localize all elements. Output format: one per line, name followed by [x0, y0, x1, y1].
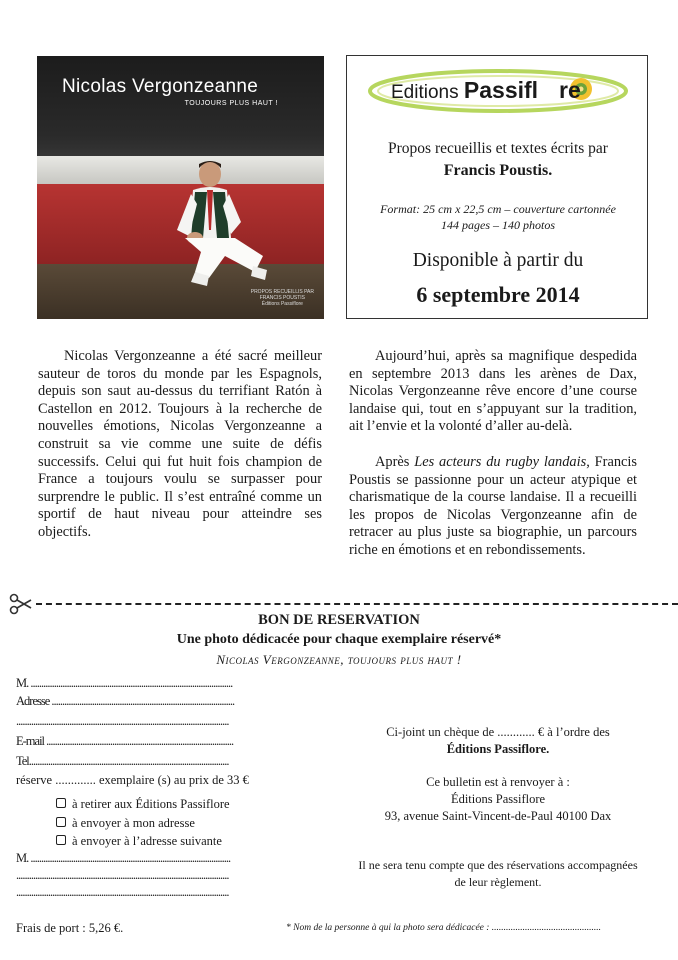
cheque-line: Ci-joint un chèque de ............ € à l’ordre des — [386, 725, 610, 739]
tel-field[interactable]: Tel.............................................................................................. — [16, 754, 229, 768]
publisher-logo — [365, 63, 631, 115]
matador-figure — [155, 160, 275, 290]
shipping-cost: Frais de port : 5,26 €. — [16, 921, 124, 935]
publisher-info-box — [346, 55, 648, 319]
checkbox-icon[interactable] — [56, 817, 66, 827]
other-address-field[interactable]: .................................................................................................... — [16, 868, 229, 882]
article-right-paragraph-2: Après Les acteurs du rugby landais, Francis Poustis se passionne pour un acteur atypique et charismatique de la course landaise. Il a recueilli les propos de Nicolas Vergonzeanne afin de retracer au plus juste sa biographie, un parcours riche en émotions et en rebondissements. — [349, 454, 638, 558]
address-line-2-field[interactable]: .................................................................................................... — [16, 714, 229, 728]
author-name: Francis Poustis. — [443, 162, 553, 179]
format-line-1: Format: 25 cm x 22,5 cm – couverture cartonnée — [380, 202, 616, 216]
name-field[interactable]: M. ............................................................................................... — [16, 676, 233, 690]
quantity-field[interactable]: réserve ............. exemplaire (s) au prix de 33 € — [16, 773, 249, 787]
dedication-footnote[interactable]: * Nom de la personne à qui la photo sera dédicacée : .............................................. — [286, 923, 602, 933]
article-left-paragraph: Nicolas Vergonzeanne a été sacré meilleur sauteur de toros du monde par les Espagnols, depuis son saut au-dessus du terrifiant Ratón à Castellon en 2012. Toujours à la recherche de nouvelles émotions, Nicolas Vergonzeanne a construit sa vie comme une suite de défis successifs. Celui qui fut huit fois champion de France a toujours voulu se surpasser pour surprendre le public. Il s’est entraîné comme un sportif de haut niveau pour atteindre ses objectifs. — [38, 348, 322, 540]
other-address-line-2-field[interactable]: .................................................................................................... — [16, 885, 229, 899]
send-to-label: Ce bulletin est à renvoyer à : — [426, 775, 570, 789]
book-reference: Les acteurs du rugby landais — [414, 454, 587, 470]
cheque-payee: Éditions Passiflore. — [446, 742, 550, 756]
intro-text: Propos recueillis et textes écrits par — [388, 140, 608, 157]
logo-prefix: Editions — [391, 82, 459, 103]
address-field[interactable]: Adresse ...................................................................................... — [16, 694, 235, 708]
other-name-field[interactable]: M. .............................................................................................. — [16, 851, 231, 865]
availability-text: Disponible à partir du — [412, 250, 584, 271]
send-to-name: Éditions Passiflore — [450, 792, 546, 806]
payment-notice-line-1: Il ne sera tenu compte que des réservations accompagnées — [358, 858, 638, 872]
logo-main-1: Passifl — [463, 77, 539, 103]
article-right-paragraph-1: Aujourd’hui, après sa magnifique despedida en septembre 2013 dans les arènes de Dax, Nicolas Vergonzeanne rêve encore d’une course landaise qui, tout en s’appuyant sur la tradition, ait l’envie et la volonté d’aller au-delà. — [349, 348, 637, 435]
option-send-other-address[interactable]: à envoyer à l’adresse suivante — [56, 834, 222, 849]
coupon-book-title: Nicolas Vergonzeanne, toujours plus haut ! — [216, 652, 462, 667]
cover-credit: PROPOS RECUEILLIS PAR FRANCIS POUSTIS Éditions Passiflore — [250, 289, 314, 307]
send-to-address: 93, avenue Saint-Vincent-de-Paul 40100 Dax — [384, 809, 612, 823]
format-line-2: 144 pages – 140 photos — [441, 218, 555, 232]
logo-main-2: re — [559, 77, 581, 103]
cut-line — [36, 603, 678, 605]
book-cover-image — [37, 56, 324, 319]
cover-subtitle: TOUJOURS PLUS HAUT ! — [184, 100, 278, 107]
option-send-my-address[interactable]: à envoyer à mon adresse — [56, 816, 195, 831]
cover-title: Nicolas Vergonzeanne — [62, 76, 259, 97]
checkbox-icon[interactable] — [56, 835, 66, 845]
email-field[interactable]: E-mail ........................................................................................ — [16, 734, 234, 748]
coupon-subtitle: Une photo dédicacée pour chaque exemplaire réservé* — [176, 632, 502, 647]
payment-notice-line-2: de leur règlement. — [454, 875, 542, 889]
coupon-title: BON DE RESERVATION — [258, 612, 420, 628]
checkbox-icon[interactable] — [56, 798, 66, 808]
release-date: 6 septembre 2014 — [416, 282, 580, 307]
option-pickup[interactable]: à retirer aux Éditions Passiflore — [56, 797, 230, 812]
